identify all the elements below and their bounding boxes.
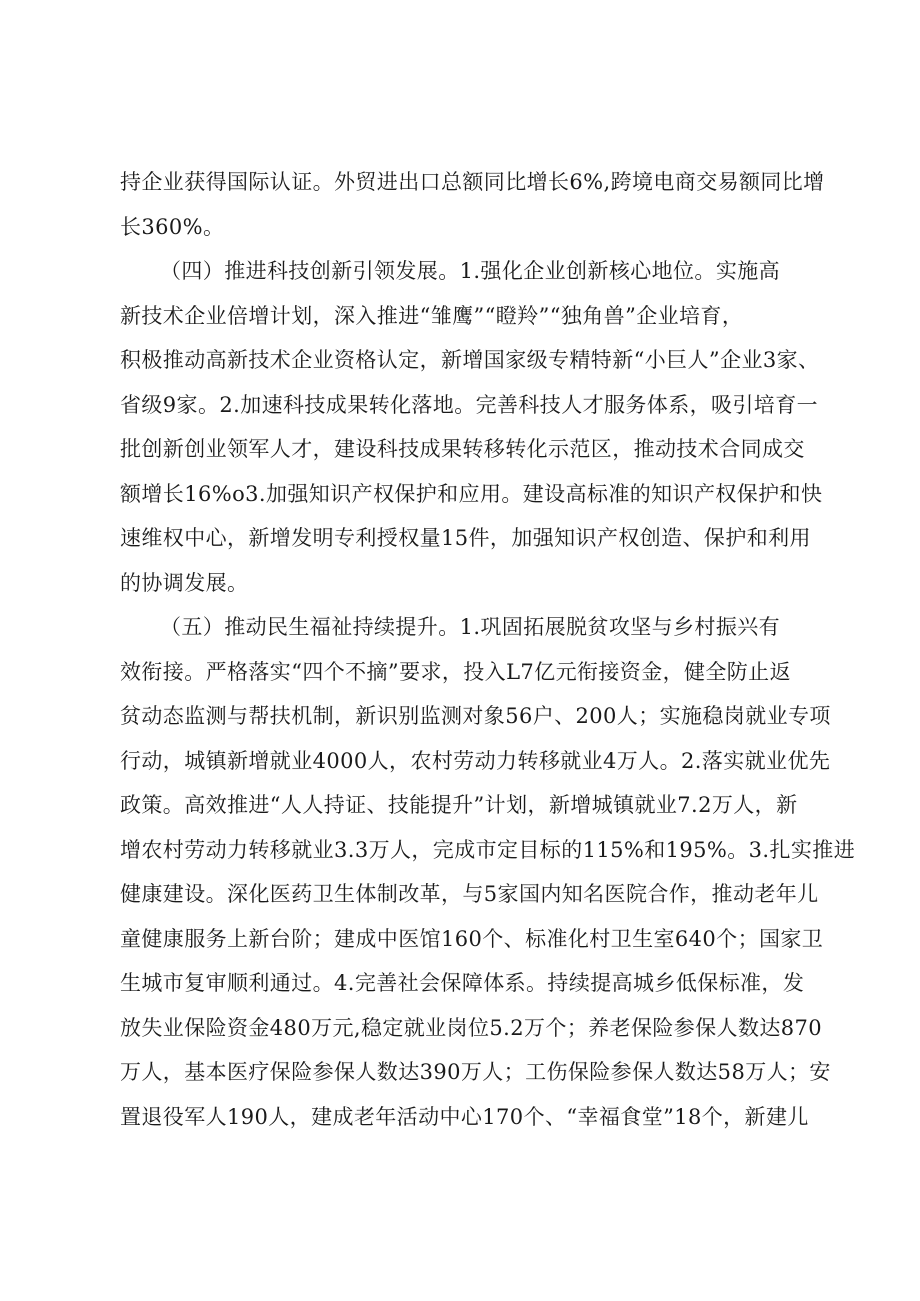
text-line: 额增长16%o3.加强知识产权保护和应用。建设高标准的知识产权保护和快 [120,482,823,506]
text-line: 放失业保险资金480万元,稳定就业岗位5.2万个；养老保险参保人数达870 [120,1016,823,1040]
section-heading-line: （四）推进科技创新引领发展。1.强化企业创新核心地位。实施高 [160,259,781,283]
text-line: 贫动态监测与帮扶机制，新识别监测对象56户、200人；实施稳岗就业专项 [120,704,831,728]
text-line: 置退役军人190人，建成老年活动中心170个、“幸福食堂”18个，新建儿 [120,1105,809,1129]
text-line: 童健康服务上新台阶；建成中医馆160个、标准化村卫生室640个；国家卫 [120,927,824,951]
text-line: 行动，城镇新增就业4000人，农村劳动力转移就业4万人。2.落实就业优先 [120,749,831,773]
text-line: 批创新创业领军人才，建设科技成果转移转化示范区，推动技术合同成交 [120,437,805,461]
text-line: 新技术企业倍增计划，深入推进“雏鹰”“瞪羚”“独角兽”企业培育， [120,304,744,328]
section-heading-line: （五）推动民生福祉持续提升。1.巩固拓展脱贫攻坚与乡村振兴有 [160,615,781,639]
text-line: 长360%。 [120,215,225,239]
text-line: 政策。高效推进“人人持证、技能提升”计划，新增城镇就业7.2万人，新 [120,793,798,817]
text-line: 速维权中心，新增发明专利授权量15件，加强知识产权创造、保护和利用 [120,526,811,550]
text-line: 万人，基本医疗保险参保人数达390万人；工伤保险参保人数达58万人；安 [120,1060,831,1084]
text-line: 健康建设。深化医药卫生体制改革，与5家国内知名医院合作，推动老年儿 [120,882,819,906]
text-line: 持企业获得国际认证。外贸进出口总额同比增长6%,跨境电商交易额同比增 [120,170,825,194]
text-line: 积极推动高新技术企业资格认定，新增国家级专精特新“小巨人”企业3家、 [120,348,820,372]
text-line: 的协调发展。 [120,571,249,595]
text-line: 省级9家。2.加速科技成果转化落地。完善科技人才服务体系，吸引培育一 [120,393,818,417]
text-line: 增农村劳动力转移就业3.3万人，完成市定目标的115%和195%。3.扎实推进 [120,838,856,862]
text-line: 效衔接。严格落实“四个不摘”要求，投入L7亿元衔接资金，健全防止返 [120,660,791,684]
text-line: 生城市复审顺利通过。4.完善社会保障体系。持续提高城乡低保标准，发 [120,971,805,995]
